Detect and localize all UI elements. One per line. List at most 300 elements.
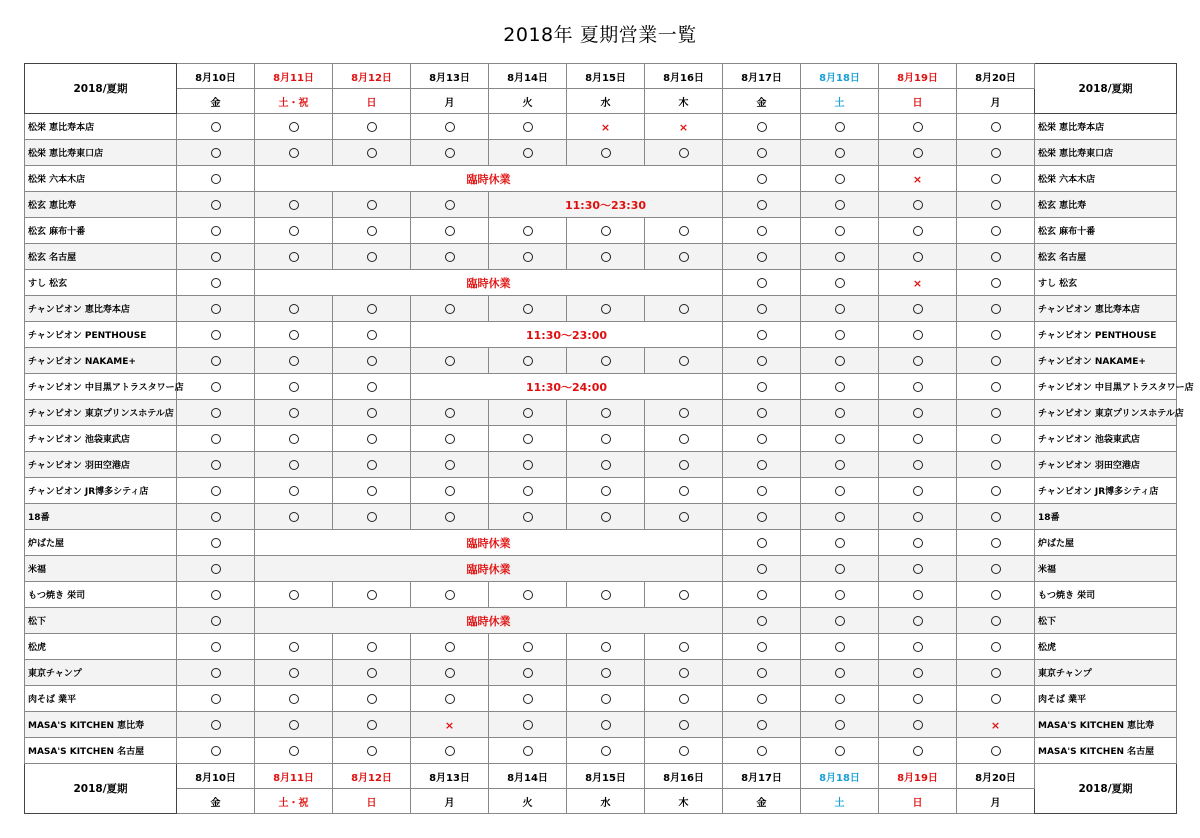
open-cell: [957, 192, 1035, 218]
open-circle-icon: [991, 746, 1001, 756]
open-cell: [177, 114, 255, 140]
open-circle-icon: [991, 512, 1001, 522]
open-circle-icon: [757, 226, 767, 236]
store-name-right: 炉ばた屋: [1035, 530, 1177, 556]
open-circle-icon: [367, 512, 377, 522]
open-circle-icon: [757, 278, 767, 288]
open-circle-icon: [757, 460, 767, 470]
open-cell: [177, 218, 255, 244]
store-name: 18番: [25, 504, 177, 530]
table-row: [25, 348, 1177, 374]
open-cell: [801, 504, 879, 530]
closed-cross-icon: ×: [912, 276, 923, 290]
open-circle-icon: [991, 694, 1001, 704]
open-circle-icon: [445, 252, 455, 262]
header-date-5: 8月15日: [567, 64, 645, 89]
open-circle-icon: [523, 460, 533, 470]
open-circle-icon: [289, 694, 299, 704]
open-cell: [801, 686, 879, 712]
open-circle-icon: [991, 616, 1001, 626]
open-circle-icon: [367, 434, 377, 444]
open-cell: [723, 452, 801, 478]
table-row: [25, 504, 1177, 530]
open-cell: [411, 452, 489, 478]
open-circle-icon: [835, 278, 845, 288]
open-cell: [567, 686, 645, 712]
open-cell: [723, 400, 801, 426]
open-cell: [255, 660, 333, 686]
open-circle-icon: [679, 642, 689, 652]
closed-cross-icon: ×: [678, 120, 689, 134]
open-cell: [567, 400, 645, 426]
open-circle-icon: [835, 174, 845, 184]
open-circle-icon: [601, 304, 611, 314]
open-cell: [723, 686, 801, 712]
open-circle-icon: [445, 668, 455, 678]
open-circle-icon: [523, 408, 533, 418]
open-cell: [177, 270, 255, 296]
store-name: 松玄 麻布十番: [25, 218, 177, 244]
open-cell: [801, 244, 879, 270]
header-date-0: 8月10日: [177, 64, 255, 89]
open-circle-icon: [913, 408, 923, 418]
open-cell: [801, 660, 879, 686]
store-name-right: 松栄 六本木店: [1035, 166, 1177, 192]
table-row: [25, 608, 1177, 634]
open-circle-icon: [757, 538, 767, 548]
store-name-right: 松栄 恵比寿東口店: [1035, 140, 1177, 166]
open-cell: [255, 296, 333, 322]
open-circle-icon: [757, 200, 767, 210]
open-circle-icon: [991, 486, 1001, 496]
open-circle-icon: [211, 616, 221, 626]
table-row: [25, 218, 1177, 244]
open-circle-icon: [835, 616, 845, 626]
open-circle-icon: [835, 252, 845, 262]
open-circle-icon: [835, 512, 845, 522]
open-cell: [723, 712, 801, 738]
open-circle-icon: [991, 356, 1001, 366]
open-cell: [645, 582, 723, 608]
open-circle-icon: [523, 304, 533, 314]
open-cell: [177, 582, 255, 608]
open-cell: [489, 400, 567, 426]
open-cell: [489, 478, 567, 504]
open-cell: [255, 218, 333, 244]
open-circle-icon: [679, 694, 689, 704]
open-circle-icon: [601, 408, 611, 418]
closed-cell: [879, 270, 957, 296]
open-cell: [879, 348, 957, 374]
open-cell: [879, 504, 957, 530]
closed-cell: [411, 712, 489, 738]
open-cell: [411, 218, 489, 244]
open-circle-icon: [835, 434, 845, 444]
open-circle-icon: [289, 148, 299, 158]
open-circle-icon: [913, 304, 923, 314]
header-dow-2: 日: [333, 89, 411, 114]
open-circle-icon: [367, 746, 377, 756]
open-circle-icon: [913, 694, 923, 704]
open-cell: [723, 738, 801, 764]
open-circle-icon: [445, 304, 455, 314]
open-cell: [333, 686, 411, 712]
open-cell: [879, 374, 957, 400]
open-circle-icon: [289, 486, 299, 496]
open-circle-icon: [679, 720, 689, 730]
open-cell: [489, 140, 567, 166]
open-cell: [645, 452, 723, 478]
open-circle-icon: [991, 538, 1001, 548]
special-note: 11:30～23:00: [411, 322, 723, 348]
open-cell: [645, 296, 723, 322]
open-circle-icon: [367, 460, 377, 470]
open-circle-icon: [601, 486, 611, 496]
footer-date-3: 8月13日: [411, 764, 489, 789]
open-cell: [177, 426, 255, 452]
open-cell: [489, 426, 567, 452]
open-circle-icon: [991, 174, 1001, 184]
open-cell: [567, 712, 645, 738]
open-cell: [645, 478, 723, 504]
open-circle-icon: [211, 148, 221, 158]
open-cell: [489, 452, 567, 478]
footer-date-0: 8月10日: [177, 764, 255, 789]
open-cell: [879, 660, 957, 686]
open-circle-icon: [289, 382, 299, 392]
open-circle-icon: [289, 408, 299, 418]
footer-date-9: 8月19日: [879, 764, 957, 789]
open-cell: [333, 634, 411, 660]
open-cell: [957, 608, 1035, 634]
open-circle-icon: [757, 642, 767, 652]
open-cell: [255, 244, 333, 270]
open-circle-icon: [523, 122, 533, 132]
footer-date-row: [25, 764, 1177, 789]
open-circle-icon: [835, 564, 845, 574]
open-circle-icon: [991, 148, 1001, 158]
store-name-right: 米福: [1035, 556, 1177, 582]
closed-cross-icon: ×: [600, 120, 611, 134]
store-name-right: 東京チャンプ: [1035, 660, 1177, 686]
table-row: [25, 582, 1177, 608]
open-cell: [567, 296, 645, 322]
open-cell: [177, 400, 255, 426]
open-circle-icon: [523, 668, 533, 678]
open-cell: [957, 556, 1035, 582]
open-circle-icon: [835, 720, 845, 730]
open-circle-icon: [211, 486, 221, 496]
open-circle-icon: [835, 200, 845, 210]
footer-corner-label: 2018/夏期: [25, 764, 177, 814]
open-circle-icon: [211, 434, 221, 444]
open-cell: [801, 608, 879, 634]
open-circle-icon: [835, 460, 845, 470]
open-cell: [255, 400, 333, 426]
open-circle-icon: [289, 746, 299, 756]
open-circle-icon: [913, 616, 923, 626]
open-cell: [255, 140, 333, 166]
open-circle-icon: [445, 512, 455, 522]
open-circle-icon: [913, 720, 923, 730]
open-cell: [957, 218, 1035, 244]
header-dow-7: 金: [723, 89, 801, 114]
store-name-right: チャンピオン 中目黒アトラスタワー店: [1035, 374, 1177, 400]
open-cell: [957, 478, 1035, 504]
open-circle-icon: [679, 226, 689, 236]
open-circle-icon: [679, 512, 689, 522]
store-name: もつ焼き 栄司: [25, 582, 177, 608]
open-cell: [957, 296, 1035, 322]
open-circle-icon: [757, 564, 767, 574]
header-dow-0: 金: [177, 89, 255, 114]
table-row: [25, 166, 1177, 192]
open-cell: [723, 114, 801, 140]
table-row: [25, 686, 1177, 712]
open-cell: [957, 530, 1035, 556]
open-circle-icon: [211, 408, 221, 418]
store-name-right: チャンピオン 東京プリンスホテル店: [1035, 400, 1177, 426]
open-cell: [645, 218, 723, 244]
open-circle-icon: [601, 226, 611, 236]
store-name-right: MASA'S KITCHEN 名古屋: [1035, 738, 1177, 764]
store-name-right: もつ焼き 栄司: [1035, 582, 1177, 608]
open-cell: [957, 348, 1035, 374]
open-cell: [801, 270, 879, 296]
open-circle-icon: [523, 434, 533, 444]
open-cell: [723, 556, 801, 582]
open-cell: [489, 686, 567, 712]
open-cell: [801, 556, 879, 582]
open-circle-icon: [445, 200, 455, 210]
open-circle-icon: [913, 564, 923, 574]
open-cell: [567, 140, 645, 166]
open-circle-icon: [991, 382, 1001, 392]
open-cell: [957, 322, 1035, 348]
schedule-body: [25, 64, 1194, 814]
store-name: 松虎: [25, 634, 177, 660]
open-circle-icon: [913, 252, 923, 262]
open-circle-icon: [757, 512, 767, 522]
open-cell: [177, 478, 255, 504]
store-name: チャンピオン JR博多シティ店: [25, 478, 177, 504]
open-circle-icon: [757, 694, 767, 704]
table-row: [25, 452, 1177, 478]
open-cell: [411, 296, 489, 322]
open-cell: [879, 634, 957, 660]
store-name: 炉ばた屋: [25, 530, 177, 556]
open-circle-icon: [913, 434, 923, 444]
open-cell: [723, 504, 801, 530]
footer-dow-5: 水: [567, 789, 645, 814]
open-circle-icon: [211, 278, 221, 288]
open-circle-icon: [445, 486, 455, 496]
open-cell: [255, 712, 333, 738]
open-circle-icon: [211, 330, 221, 340]
open-circle-icon: [991, 408, 1001, 418]
open-circle-icon: [757, 486, 767, 496]
open-cell: [645, 660, 723, 686]
open-cell: [723, 374, 801, 400]
open-cell: [411, 114, 489, 140]
table-row: [25, 114, 1177, 140]
special-note: 臨時休業: [255, 530, 723, 556]
store-name-right: チャンピオン PENTHOUSE: [1035, 322, 1177, 348]
footer-date-7: 8月17日: [723, 764, 801, 789]
open-cell: [333, 452, 411, 478]
open-cell: [411, 400, 489, 426]
open-circle-icon: [835, 746, 845, 756]
open-cell: [567, 478, 645, 504]
open-cell: [255, 348, 333, 374]
store-name: MASA'S KITCHEN 恵比寿: [25, 712, 177, 738]
open-cell: [177, 504, 255, 530]
open-circle-icon: [211, 226, 221, 236]
table-row: [25, 712, 1177, 738]
open-cell: [255, 686, 333, 712]
open-cell: [333, 504, 411, 530]
open-cell: [723, 426, 801, 452]
open-circle-icon: [601, 720, 611, 730]
store-name: 松栄 恵比寿本店: [25, 114, 177, 140]
open-cell: [801, 140, 879, 166]
open-circle-icon: [445, 642, 455, 652]
open-cell: [255, 426, 333, 452]
store-name: 松栄 六本木店: [25, 166, 177, 192]
open-cell: [879, 426, 957, 452]
store-name-right: すし 松玄: [1035, 270, 1177, 296]
open-circle-icon: [757, 330, 767, 340]
open-cell: [177, 660, 255, 686]
open-cell: [957, 114, 1035, 140]
open-cell: [411, 244, 489, 270]
open-cell: [879, 530, 957, 556]
open-cell: [411, 686, 489, 712]
open-circle-icon: [913, 512, 923, 522]
footer-corner-label-right: 2018/夏期: [1035, 764, 1177, 814]
store-name-right: チャンピオン 池袋東武店: [1035, 426, 1177, 452]
open-cell: [177, 348, 255, 374]
open-cell: [177, 738, 255, 764]
open-circle-icon: [757, 252, 767, 262]
open-circle-icon: [289, 434, 299, 444]
open-circle-icon: [367, 408, 377, 418]
open-cell: [879, 114, 957, 140]
open-cell: [177, 374, 255, 400]
open-circle-icon: [211, 564, 221, 574]
open-cell: [255, 322, 333, 348]
open-cell: [177, 244, 255, 270]
open-circle-icon: [991, 330, 1001, 340]
open-cell: [801, 712, 879, 738]
footer-date-10: 8月20日: [957, 764, 1035, 789]
open-circle-icon: [289, 642, 299, 652]
footer-dow-row: [25, 789, 1177, 814]
table-row: [25, 530, 1177, 556]
header-dow-6: 木: [645, 89, 723, 114]
open-cell: [801, 400, 879, 426]
open-circle-icon: [211, 720, 221, 730]
open-cell: [723, 296, 801, 322]
store-name: チャンピオン NAKAME+: [25, 348, 177, 374]
open-circle-icon: [991, 460, 1001, 470]
closed-cell: [645, 114, 723, 140]
open-circle-icon: [679, 304, 689, 314]
store-name: チャンピオン 恵比寿本店: [25, 296, 177, 322]
open-cell: [177, 634, 255, 660]
store-name-right: チャンピオン JR博多シティ店: [1035, 478, 1177, 504]
open-circle-icon: [757, 616, 767, 626]
open-circle-icon: [523, 252, 533, 262]
table-row: [25, 140, 1177, 166]
open-cell: [255, 634, 333, 660]
open-circle-icon: [211, 304, 221, 314]
open-circle-icon: [913, 226, 923, 236]
open-circle-icon: [679, 356, 689, 366]
open-circle-icon: [523, 226, 533, 236]
open-cell: [411, 504, 489, 530]
open-circle-icon: [757, 382, 767, 392]
open-circle-icon: [445, 356, 455, 366]
open-cell: [489, 296, 567, 322]
open-circle-icon: [289, 304, 299, 314]
open-cell: [645, 348, 723, 374]
open-cell: [255, 478, 333, 504]
open-circle-icon: [679, 252, 689, 262]
footer-date-2: 8月12日: [333, 764, 411, 789]
store-name-right: 松虎: [1035, 634, 1177, 660]
open-circle-icon: [211, 382, 221, 392]
open-cell: [567, 452, 645, 478]
open-circle-icon: [601, 148, 611, 158]
open-cell: [255, 374, 333, 400]
open-cell: [723, 634, 801, 660]
closed-cell: [567, 114, 645, 140]
open-cell: [411, 738, 489, 764]
store-name-right: チャンピオン 羽田空港店: [1035, 452, 1177, 478]
header-date-2: 8月12日: [333, 64, 411, 89]
open-cell: [879, 686, 957, 712]
open-cell: [957, 400, 1035, 426]
open-cell: [489, 348, 567, 374]
open-cell: [411, 348, 489, 374]
open-cell: [879, 140, 957, 166]
open-circle-icon: [211, 590, 221, 600]
open-circle-icon: [445, 408, 455, 418]
open-cell: [801, 166, 879, 192]
open-circle-icon: [835, 382, 845, 392]
open-cell: [333, 374, 411, 400]
open-cell: [333, 348, 411, 374]
store-name: 米福: [25, 556, 177, 582]
open-cell: [177, 530, 255, 556]
open-circle-icon: [601, 694, 611, 704]
open-circle-icon: [211, 512, 221, 522]
table-row: [25, 426, 1177, 452]
open-cell: [645, 686, 723, 712]
header-date-1: 8月11日: [255, 64, 333, 89]
header-date-9: 8月19日: [879, 64, 957, 89]
open-cell: [177, 296, 255, 322]
open-cell: [645, 634, 723, 660]
open-circle-icon: [601, 746, 611, 756]
footer-dow-7: 金: [723, 789, 801, 814]
open-circle-icon: [367, 694, 377, 704]
open-circle-icon: [523, 356, 533, 366]
open-cell: [645, 400, 723, 426]
open-circle-icon: [679, 434, 689, 444]
store-name-right: 18番: [1035, 504, 1177, 530]
